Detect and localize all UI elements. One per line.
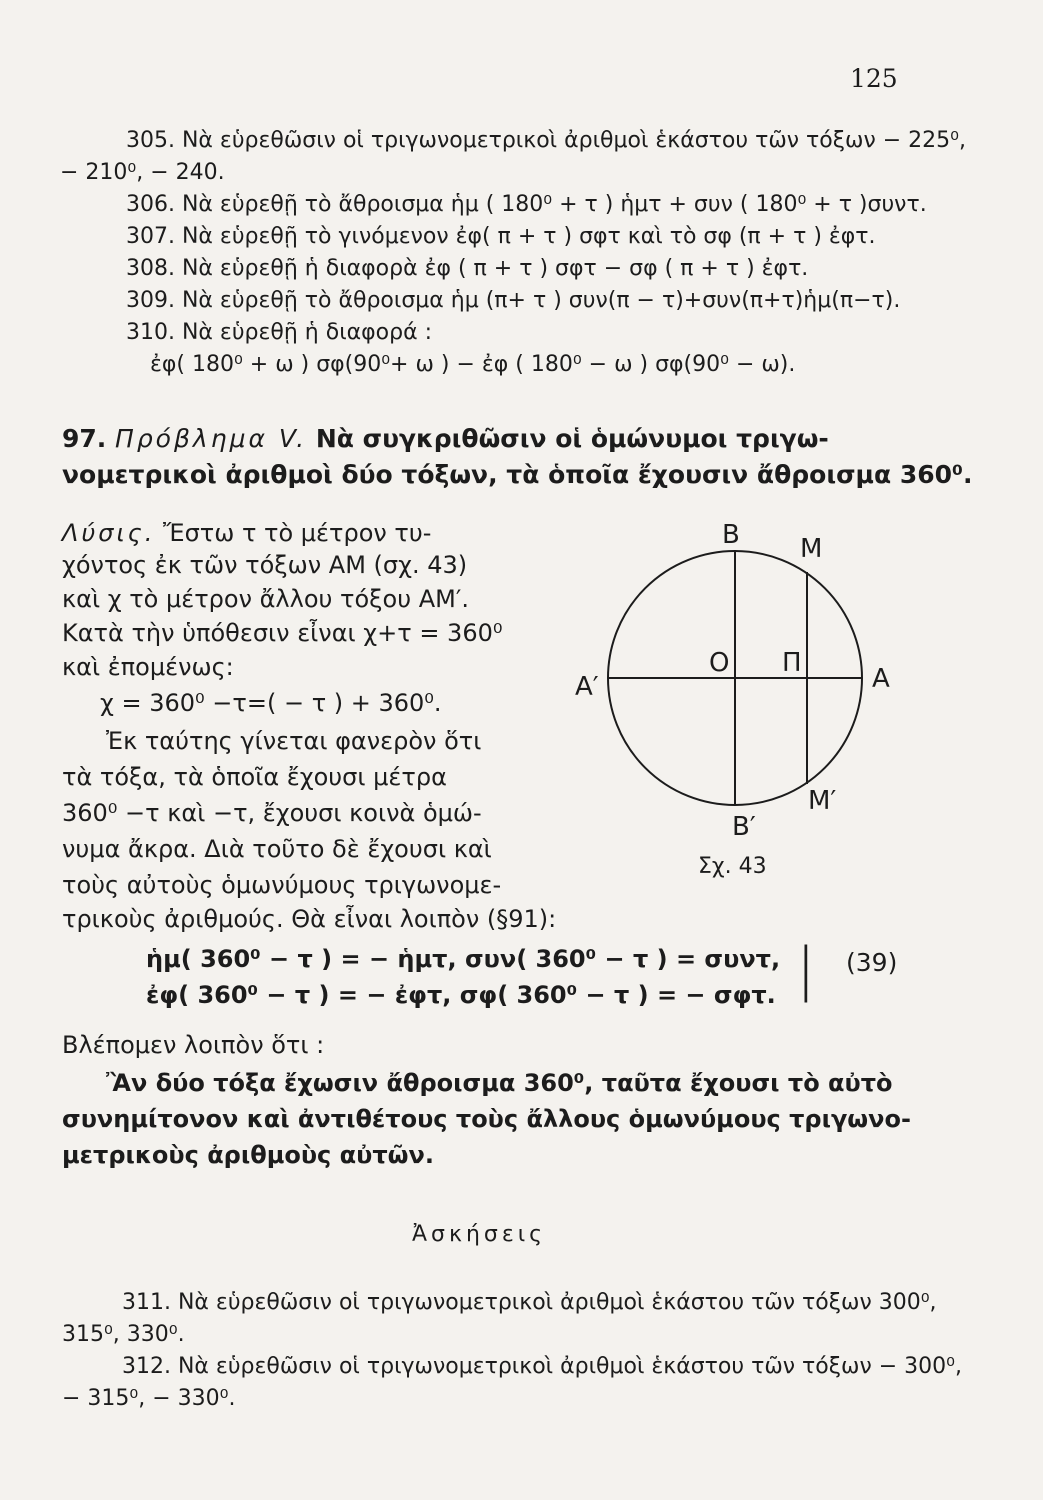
conclusion-line-3: μετρικοὺς ἀριθμοὺς αὐτῶν. bbox=[62, 1141, 434, 1169]
solution-line-5: καὶ ἐπομένως: bbox=[62, 653, 234, 681]
problem-title-line2: νομετρικοὶ ἀριθμοὶ δύο τόξων, τὰ ὁποῖα ἔχουσιν ἄθροισμα 360⁰. bbox=[62, 460, 973, 489]
conclusion-line-1: Ἂν δύο τόξα ἔχωσιν ἄθροισμα 360⁰, ταῦτα ἔχουσι τὸ αὐτὸ bbox=[106, 1069, 893, 1097]
solution-line-10: νυμα ἄκρα. Διὰ τοῦτο δὲ ἔχουσι καὶ bbox=[62, 835, 492, 863]
formula-number: (39) bbox=[846, 948, 898, 977]
solution-line-7: Ἐκ ταύτης γίνεται φανερὸν ὅτι bbox=[106, 727, 482, 755]
label-B-prime: Β′ bbox=[732, 812, 756, 842]
problem-title-rest: Νὰ συγκριθῶσιν οἱ ὁμώνυμοι τριγω- bbox=[315, 424, 829, 453]
exercise-312-line2: − 315⁰, − 330⁰. bbox=[62, 1386, 236, 1411]
exercise-310-line2: ἐφ( 180⁰ + ω ) σφ(90⁰+ ω ) − ἐφ ( 180⁰ − ω ) σφ(90⁰ − ω). bbox=[150, 352, 796, 377]
solution-line-9: 360⁰ −τ καὶ −τ, ἔχουσι κοινὰ ὁμώ- bbox=[62, 799, 482, 827]
label-B: Β bbox=[722, 520, 740, 550]
exercise-311-line2: 315⁰, 330⁰. bbox=[62, 1322, 185, 1347]
formula-line-1: ἡμ( 360⁰ − τ ) = − ἡμτ, συν( 360⁰ − τ ) = συντ, bbox=[146, 945, 781, 973]
solution-line-2: χόντος ἐκ τῶν τόξων ΑΜ (σχ. 43) bbox=[62, 551, 468, 579]
conclusion-intro: Βλέπομεν λοιπὸν ὅτι : bbox=[62, 1031, 325, 1059]
problem-title-line1 bbox=[62, 424, 829, 454]
problem-number: 97. bbox=[62, 424, 107, 453]
exercise-308: 308. Νὰ εὑρεθῇ ἡ διαφορὰ ἐφ ( π + τ ) σφτ − σφ ( π + τ ) ἐφτ. bbox=[126, 256, 809, 281]
figure-caption: Σχ. 43 bbox=[698, 854, 767, 879]
exercises-heading: Ἀσκήσεις bbox=[412, 1222, 547, 1247]
solution-line-1: Λύσις. Ἔστω τ τὸ μέτρον τυ- bbox=[62, 519, 432, 547]
label-A-prime: Α′ bbox=[575, 672, 599, 702]
solution-line-11: τοὺς αὐτοὺς ὁμωνύμους τριγωνομε- bbox=[62, 871, 502, 899]
solution-line-3: καὶ χ τὸ μέτρον ἄλλου τόξου ΑΜ′. bbox=[62, 585, 469, 613]
formula-line-2: ἐφ( 360⁰ − τ ) = − ἐφτ, σφ( 360⁰ − τ ) = − σφτ. bbox=[146, 981, 776, 1009]
exercise-305-line1: 305. Νὰ εὑρεθῶσιν οἱ τριγωνομετρικοὶ ἀριθμοὶ ἑκάστου τῶν τόξων − 225⁰, bbox=[126, 128, 966, 153]
label-M: Μ bbox=[800, 534, 823, 564]
solution-line-12: τρικοὺς ἀριθμούς. Θὰ εἶναι λοιπὸν (§91): bbox=[62, 905, 557, 933]
exercise-310-line1: 310. Νὰ εὑρεθῇ ἡ διαφορά : bbox=[126, 320, 432, 345]
exercise-305-line2: − 210⁰, − 240. bbox=[60, 160, 225, 185]
solution-line-8: τὰ τόξα, τὰ ὁποῖα ἔχουσι μέτρα bbox=[62, 763, 447, 791]
solution-line-4: Κατὰ τὴν ὑπόθεσιν εἶναι χ+τ = 360⁰ bbox=[62, 619, 503, 647]
label-M-prime: Μ′ bbox=[808, 786, 837, 816]
solution-label: Λύσις. bbox=[62, 519, 156, 547]
exercise-312-line1: 312. Νὰ εὑρεθῶσιν οἱ τριγωνομετρικοὶ ἀριθμοὶ ἑκάστου τῶν τόξων − 300⁰, bbox=[122, 1354, 962, 1379]
label-A: Α bbox=[872, 664, 890, 694]
exercise-307: 307. Νὰ εὑρεθῇ τὸ γινόμενον ἐφ( π + τ ) σφτ καὶ τὸ σφ (π + τ ) ἐφτ. bbox=[126, 224, 876, 249]
conclusion-line-2: συνημίτονον καὶ ἀντιθέτους τοὺς ἄλλους ὁμωνύμους τριγωνο- bbox=[62, 1105, 911, 1133]
label-O: Ο bbox=[709, 648, 730, 678]
exercise-306: 306. Νὰ εὑρεθῇ τὸ ἄθροισμα ἡμ ( 180⁰ + τ ) ἡμτ + συν ( 180⁰ + τ )συντ. bbox=[126, 192, 927, 217]
formula-brace: | bbox=[796, 935, 816, 1003]
exercise-309: 309. Νὰ εὑρεθῇ τὸ ἄθροισμα ἡμ (π+ τ ) συν(π − τ)+συν(π+τ)ἡμ(π−τ). bbox=[126, 288, 901, 313]
problem-label: Πρόβλημα V. bbox=[115, 424, 308, 453]
label-P: Π bbox=[782, 648, 802, 678]
page-number: 125 bbox=[850, 64, 898, 93]
exercise-311-line1: 311. Νὰ εὑρεθῶσιν οἱ τριγωνομετρικοὶ ἀριθμοὶ ἑκάστου τῶν τόξων 300⁰, bbox=[122, 1290, 937, 1315]
solution-line-6: χ = 360⁰ −τ=( − τ ) + 360⁰. bbox=[100, 689, 442, 717]
